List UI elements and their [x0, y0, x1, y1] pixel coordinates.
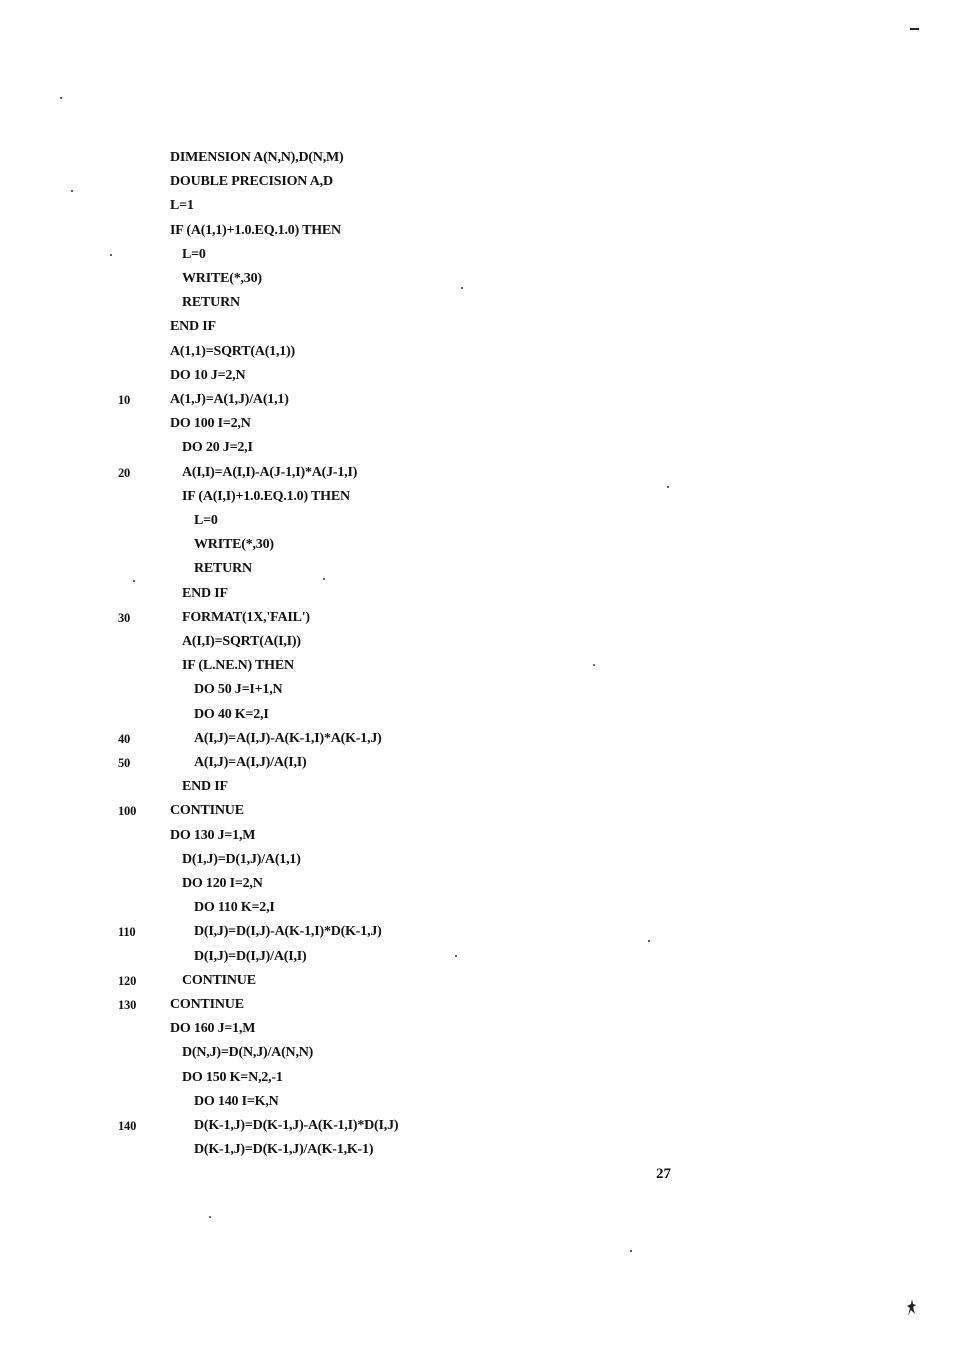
page-number: 27	[656, 1166, 671, 1182]
code-line	[0, 1041, 953, 1065]
code-statement: END IF	[170, 319, 216, 335]
code-statement: DO 150 K=N,2,-1	[182, 1069, 283, 1085]
code-line	[0, 557, 953, 581]
code-line	[0, 872, 953, 896]
statement-label: 110	[118, 925, 136, 940]
scan-speck	[455, 955, 457, 957]
code-line	[0, 654, 953, 678]
scan-speck	[60, 97, 62, 99]
statement-label: 50	[118, 756, 131, 770]
code-statement: DO 160 J=1,M	[170, 1021, 256, 1037]
code-statement: IF (L.NE.N) THEN	[182, 658, 294, 674]
scan-speck	[209, 1216, 211, 1218]
code-statement: L=0	[194, 513, 218, 528]
code-statement: CONTINUE	[182, 972, 256, 988]
code-line	[0, 920, 953, 944]
code-line	[0, 291, 953, 315]
code-statement: DO 140 I=K,N	[194, 1093, 279, 1109]
scan-blot-mark	[905, 1298, 919, 1318]
code-statement: A(I,J)=A(I,J)/A(I,I)	[194, 755, 307, 770]
code-line	[0, 1138, 953, 1162]
code-statement: DO 40 K=2,I	[194, 706, 269, 722]
scan-speck	[648, 940, 650, 942]
code-line	[0, 315, 953, 339]
code-line	[0, 582, 953, 606]
statement-label: 100	[118, 804, 137, 819]
code-line	[0, 194, 953, 218]
code-statement: D(I,J)=D(I,J)/A(I,I)	[194, 948, 307, 964]
code-line	[0, 364, 953, 388]
code-line	[0, 848, 953, 872]
code-statement: RETURN	[182, 295, 240, 311]
code-line	[0, 388, 953, 412]
code-statement: A(I,J)=A(I,J)-A(K-1,I)*A(K-1,J)	[194, 730, 382, 746]
scan-speck	[133, 580, 135, 582]
code-statement: IF (A(I,I)+1.0.EQ.1.0) THEN	[182, 488, 350, 504]
code-line	[0, 1114, 953, 1138]
code-statement: WRITE(*,30)	[182, 271, 262, 286]
code-line	[0, 751, 953, 775]
code-statement: L=0	[182, 246, 206, 262]
code-line	[0, 170, 953, 194]
code-statement: CONTINUE	[170, 997, 244, 1012]
scan-speck	[110, 254, 112, 256]
scan-speck	[461, 287, 463, 289]
scan-speck	[71, 190, 73, 192]
code-line	[0, 824, 953, 848]
code-line	[0, 896, 953, 920]
code-statement: DOUBLE PRECISION A,D	[170, 174, 333, 190]
statement-label: 140	[118, 1119, 137, 1133]
code-statement: L=1	[170, 198, 194, 214]
code-line	[0, 243, 953, 267]
statement-label: 10	[118, 393, 131, 407]
code-line	[0, 1090, 953, 1114]
code-line	[0, 485, 953, 509]
scan-dash-mark	[910, 28, 919, 30]
statement-label: 120	[118, 973, 137, 988]
code-statement: DO 110 K=2,I	[194, 900, 275, 916]
code-line	[0, 436, 953, 460]
code-statement: FORMAT(1X,'FAIL')	[182, 609, 310, 625]
code-line	[0, 945, 953, 969]
scan-speck	[323, 578, 325, 580]
code-statement: DO 130 J=1,M	[170, 827, 256, 843]
code-statement: DO 10 J=2,N	[170, 367, 246, 383]
code-statement: D(K-1,J)=D(K-1,J)-A(K-1,I)*D(I,J)	[194, 1118, 399, 1133]
code-line	[0, 340, 953, 364]
code-line	[0, 630, 953, 654]
code-statement: D(N,J)=D(N,J)/A(N,N)	[182, 1045, 314, 1061]
code-statement: D(1,J)=D(1,J)/A(1,1)	[182, 851, 301, 867]
code-line	[0, 969, 953, 993]
code-line	[0, 703, 953, 727]
scan-speck	[593, 664, 595, 666]
code-line	[0, 412, 953, 436]
code-line	[0, 775, 953, 799]
code-line	[0, 219, 953, 243]
code-line	[0, 1017, 953, 1041]
code-statement: A(1,J)=A(1,J)/A(1,1)	[170, 392, 289, 407]
code-line	[0, 1066, 953, 1090]
code-statement: WRITE(*,30)	[194, 537, 274, 553]
code-statement: DIMENSION A(N,N),D(N,M)	[170, 150, 344, 165]
statement-label: 20	[118, 465, 131, 480]
code-statement: D(K-1,J)=D(K-1,J)/A(K-1,K-1)	[194, 1142, 374, 1158]
code-statement: D(I,J)=D(I,J)-A(K-1,I)*D(K-1,J)	[194, 924, 382, 940]
scan-speck	[630, 1250, 632, 1252]
code-line	[0, 606, 953, 630]
code-statement: RETURN	[194, 561, 252, 577]
code-statement: END IF	[182, 585, 228, 601]
code-statement: END IF	[182, 779, 228, 795]
code-statement: A(I,I)=A(I,I)-A(J-1,I)*A(J-1,I)	[182, 464, 358, 480]
code-statement: DO 120 I=2,N	[182, 876, 263, 891]
code-line	[0, 678, 953, 702]
code-statement: DO 50 J=I+1,N	[194, 682, 283, 698]
code-line	[0, 267, 953, 291]
code-statement: A(I,I)=SQRT(A(I,I))	[182, 634, 301, 649]
code-line	[0, 799, 953, 823]
code-line	[0, 461, 953, 485]
code-line	[0, 993, 953, 1017]
code-statement: A(1,1)=SQRT(A(1,1))	[170, 343, 296, 359]
statement-label: 30	[118, 610, 131, 625]
statement-label: 40	[118, 731, 131, 746]
code-line	[0, 146, 953, 170]
code-line	[0, 533, 953, 557]
code-statement: IF (A(1,1)+1.0.EQ.1.0) THEN	[170, 222, 341, 238]
code-statement: DO 20 J=2,I	[182, 440, 253, 456]
code-line	[0, 509, 953, 533]
code-statement: CONTINUE	[170, 803, 244, 819]
scan-speck	[667, 486, 669, 488]
code-line	[0, 727, 953, 751]
code-statement: DO 100 I=2,N	[170, 416, 251, 432]
statement-label: 130	[118, 998, 137, 1012]
